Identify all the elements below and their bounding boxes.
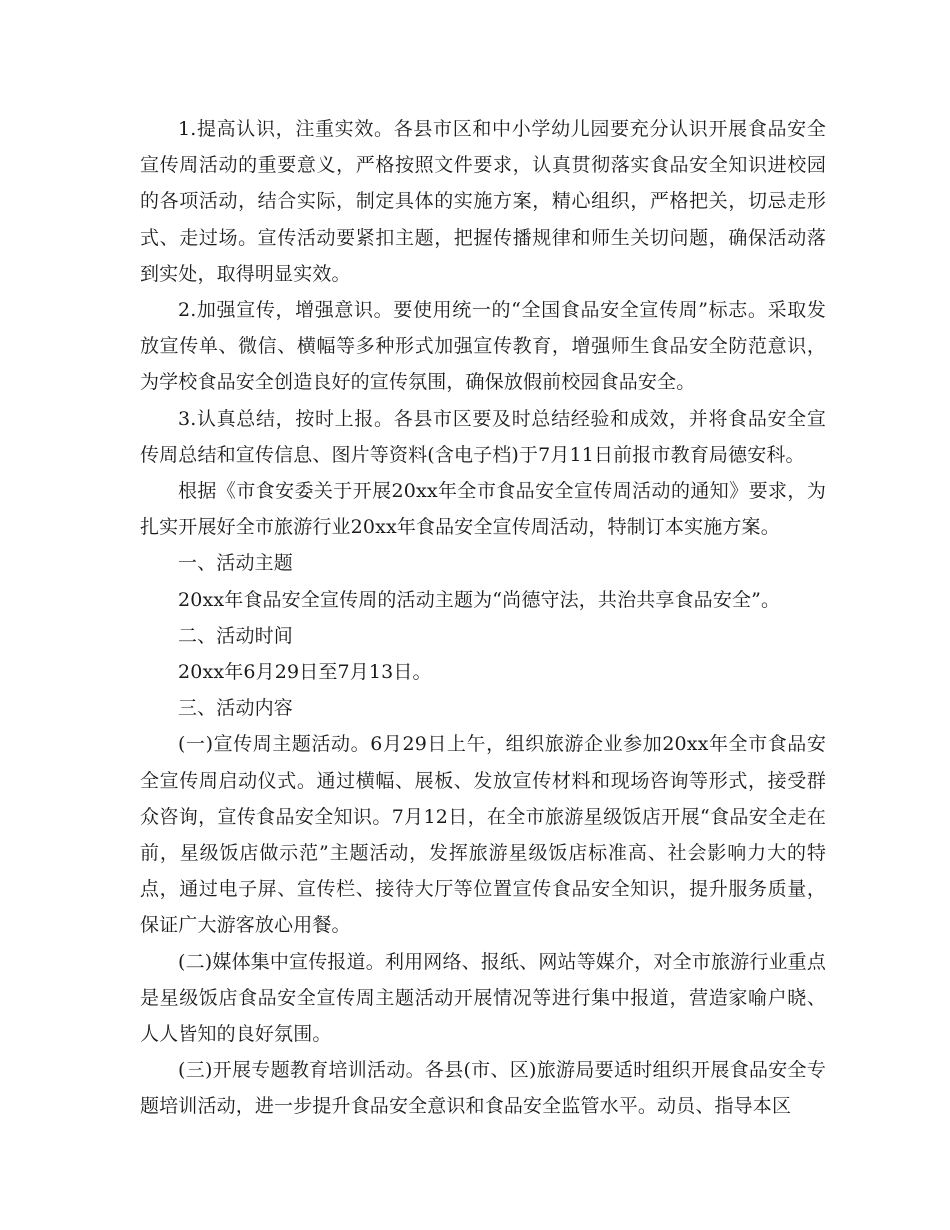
paragraph-summarize-report: 3.认真总结，按时上报。各县市区要及时总结经验和成效，并将食品安全宣传周总结和宣传信息、图片等资料(含电子档)于7月11日前报市教育局德安科。: [140, 407, 826, 466]
paragraph-media-coverage: (二)媒体集中宣传报道。利用网络、报纸、网站等媒介，对全市旅游行业重点是星级饭店食品安全宣传周主题活动开展情况等进行集中报道，营造家喻户晓、人人皆知的良好氛围。: [140, 950, 826, 1046]
paragraph-time: 20xx年6月29日至7月13日。: [178, 661, 432, 684]
section-heading-time: 二、活动时间: [178, 624, 293, 647]
paragraph-theme-activity: (一)宣传周主题活动。6月29日上午，组织旅游企业参加20xx年全市食品安全宣传周启动仪式。通过横幅、展板、发放宣传材料和现场咨询等形式，接受群众咨询，宣传食品安全知识。7月12日，在全市旅游星级饭店开展“食品安全走在前，星级饭店做示范”主题活动，发挥旅游星级饭店标准高、社会影响力大的特点，通过电子屏、宣传栏、接待大厅等位置宣传食品安全知识，提升服务质量，保证广大游客放心用餐。: [140, 733, 826, 937]
section-heading-content: 三、活动内容: [178, 697, 293, 720]
paragraph-plan-intro: 根据《市食安委关于开展20xx年全市食品安全宣传周活动的通知》要求，为扎实开展好全市旅游行业20xx年食品安全宣传周活动，特制订本实施方案。: [140, 480, 826, 539]
paragraph-raise-awareness: 1.提高认识，注重实效。各县市区和中小学幼儿园要充分认识开展食品安全宣传周活动的重要意义，严格按照文件要求，认真贯彻落实食品安全知识进校园的各项活动，结合实际，制定具体的实施方案，精心组织，严格把关，切忌走形式、走过场。宣传活动要紧扣主题，把握传播规律和师生关切问题，确保活动落到实处，取得明显实效。: [140, 118, 826, 285]
document-body: [140, 111, 826, 1125]
section-heading-theme: 一、活动主题: [178, 552, 293, 575]
paragraph-theme: 20xx年食品安全宣传周的活动主题为“尚德守法，共治共享食品安全”。: [178, 588, 781, 611]
paragraph-training: (三)开展专题教育培训活动。各县(市、区)旅游局要适时组织开展食品安全专题培训活动，进一步提升食品安全意识和食品安全监管水平。动员、指导本区: [140, 1059, 826, 1118]
paragraph-strengthen-publicity: 2.加强宣传，增强意识。要使用统一的“全国食品安全宣传周”标志。采取发放宣传单、微信、横幅等多种形式加强宣传教育，增强师生食品安全防范意识，为学校食品安全创造良好的宣传氛围，确保放假前校园食品安全。: [140, 299, 826, 394]
